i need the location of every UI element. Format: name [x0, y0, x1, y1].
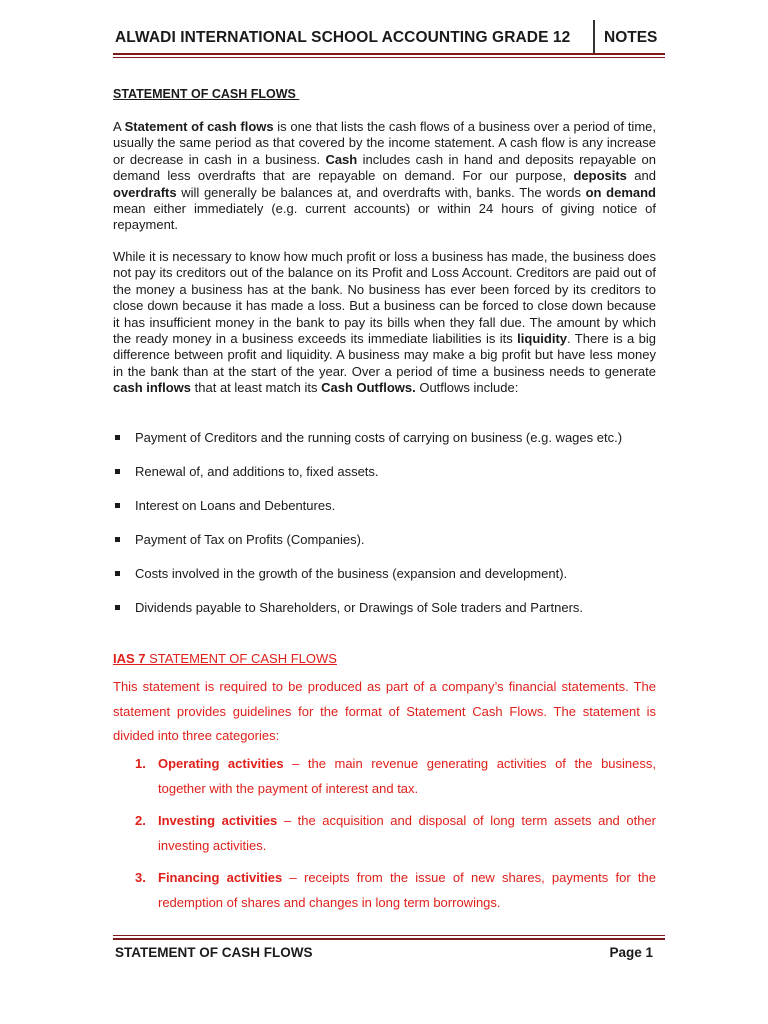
category-term: Financing activities: [158, 870, 283, 885]
list-item: [113, 600, 663, 616]
bullet-square-icon: [115, 537, 120, 542]
text-run: that at least match its: [191, 380, 322, 396]
category-number: 2.: [135, 813, 146, 828]
list-item-text: Payment of Creditors and the running costs of carrying on business (e.g. wages etc.): [135, 430, 623, 445]
bullet-square-icon: [115, 571, 120, 576]
header-rule-thin: [113, 57, 665, 58]
text-run: While it is necessary to know how much profit or loss a business has made, the business does not pay its creditors out of the balance on its Profit and Loss Account. Creditors are paid out of the money a business has at the bank. No business has ever been forced by its creditors to close down because it has made a loss. But a business can be forced to close down because it has insufficient money in the bank to pay its bills when they fall due. The amount by which the ready money in a business exceeds its immediate liabilities is its: [113, 249, 656, 347]
list-item: [113, 430, 663, 446]
bold-term: deposits: [573, 168, 627, 184]
bold-term: Cash: [325, 151, 358, 167]
bold-term: overdrafts: [113, 184, 177, 200]
footer-rule-thick: [113, 938, 665, 940]
text-run: A: [113, 119, 125, 134]
bold-term: on demand: [585, 184, 656, 200]
page-footer: [113, 935, 665, 965]
ias-title: STATEMENT OF CASH FLOWS: [145, 651, 337, 666]
header-divider: [593, 20, 595, 54]
page-number: Page 1: [609, 945, 653, 960]
paragraph-liquidity: [113, 249, 656, 397]
category-term: Investing activities: [158, 813, 278, 828]
outflows-list: [113, 430, 663, 634]
category-term: Operating activities: [158, 756, 284, 771]
category-description: – receipts from the issue of new shares, payments for the redemption of shares and changes in long term borrowings.: [158, 870, 656, 910]
category-item: [113, 866, 656, 915]
category-item: [113, 809, 656, 858]
ias-heading: [113, 651, 337, 666]
text-run: will generally be balances at, and overdrafts with, banks. The words: [176, 184, 586, 200]
ias-intro-paragraph: This statement is required to be produced as part of a company’s financial statements. The statement provides guidelines for the format of Statement Cash Flows. The statement is divided into three categories:: [113, 679, 656, 743]
footer-rule-thin: [113, 935, 665, 936]
list-item: [113, 498, 663, 514]
text-run: is one that lists the cash flows of a business over a period of time, usually the same period as that covered by the income statement. A cash flow is any increase or decrease in cash in a business.: [113, 119, 656, 167]
bold-term: cash inflows: [113, 380, 192, 396]
page-header: [113, 20, 663, 56]
category-item: [113, 752, 656, 801]
bold-term: Cash Outflows.: [321, 380, 416, 396]
text-run: mean either immediately (e.g. current accounts) or within 24 hours of giving notice of repayment.: [113, 201, 656, 233]
header-title: ALWADI INTERNATIONAL SCHOOL ACCOUNTING GRADE 12: [115, 29, 571, 46]
list-item-text: Interest on Loans and Debentures.: [135, 498, 336, 513]
section-heading: STATEMENT OF CASH FLOWS: [113, 87, 300, 101]
bullet-square-icon: [115, 605, 120, 610]
text-run: includes cash in hand and deposits repayable on demand less overdrafts that are repayable on demand. For our purpose,: [113, 151, 656, 184]
text-run: and: [626, 168, 656, 184]
list-item: [113, 464, 663, 480]
text-run: Outflows include:: [415, 380, 519, 396]
header-section-label: NOTES: [604, 29, 658, 46]
category-number: 1.: [135, 756, 146, 771]
category-number: 3.: [135, 870, 146, 885]
ias-code: IAS 7: [113, 651, 146, 666]
footer-title: STATEMENT OF CASH FLOWS: [115, 945, 313, 960]
bullet-square-icon: [115, 503, 120, 508]
bold-term: liquidity: [517, 331, 568, 347]
header-rule-thick: [113, 53, 665, 55]
list-item-text: Renewal of, and additions to, fixed assets.: [135, 464, 379, 479]
list-item-text: Payment of Tax on Profits (Companies).: [135, 532, 365, 547]
category-description: – the main revenue generating activities of the business, together with the payment of interest and tax.: [158, 756, 656, 796]
bold-term: Statement of cash flows: [124, 119, 274, 134]
text-run: . There is a big difference between profit and liquidity. A business may make a big profit but have less money in the bank than at the start of the year. Over a period of time a business needs to generate: [113, 331, 656, 379]
list-item-text: Dividends payable to Shareholders, or Drawings of Sole traders and Partners.: [135, 600, 584, 615]
paragraph-definition: [113, 119, 656, 234]
bullet-square-icon: [115, 435, 120, 440]
list-item-text: Costs involved in the growth of the business (expansion and development).: [135, 566, 568, 581]
cash-flow-categories-list: [113, 752, 656, 923]
bullet-square-icon: [115, 469, 120, 474]
list-item: [113, 532, 663, 548]
list-item: [113, 566, 663, 582]
category-description: – the acquisition and disposal of long term assets and other investing activities.: [158, 813, 656, 853]
